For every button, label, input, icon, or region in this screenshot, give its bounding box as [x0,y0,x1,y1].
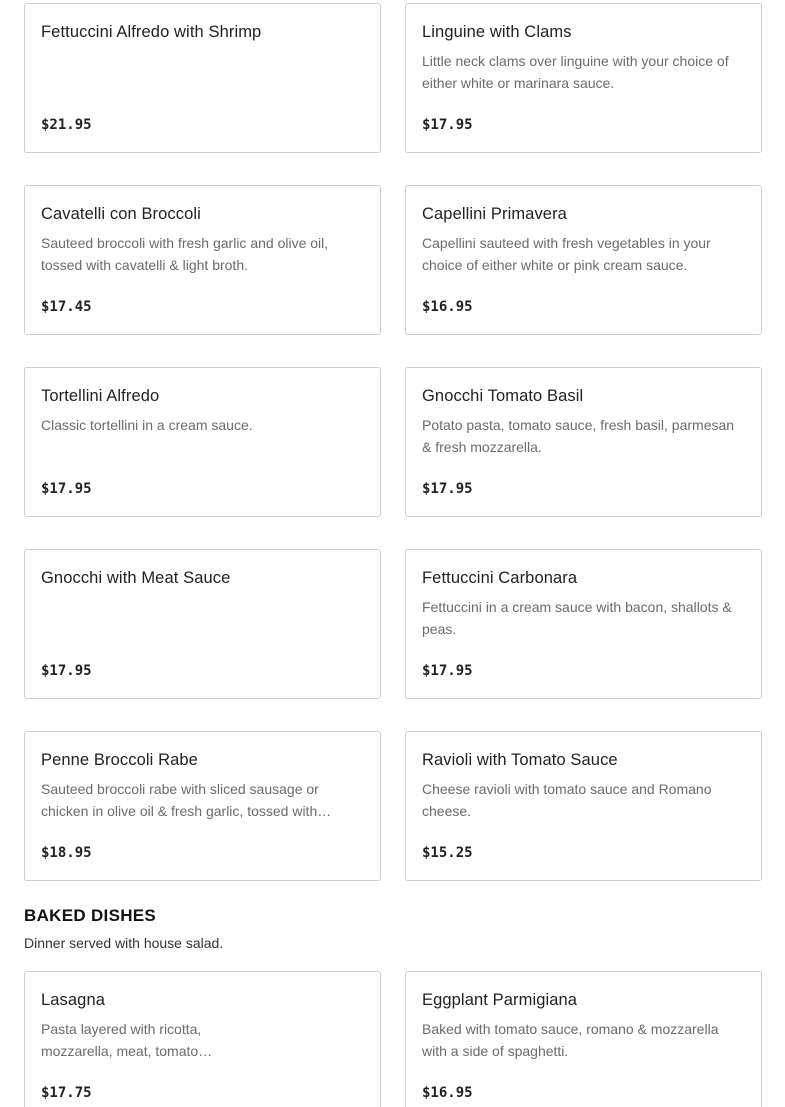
menu-item-price: $17.95 [41,663,92,679]
menu-item-card[interactable] [405,971,762,1107]
menu-item-price: $16.95 [422,299,473,315]
menu-item-price: $17.95 [422,663,473,679]
menu-item-card[interactable] [24,185,381,335]
menu-item-card[interactable] [24,367,381,517]
menu-item-card[interactable] [405,549,762,699]
menu-item-price: $18.95 [41,845,92,861]
menu-item-name: Capellini Primavera [422,205,567,223]
menu-item-name: Tortellini Alfredo [41,387,160,405]
baked-menu-grid [24,971,761,1107]
menu-item-name: Gnocchi Tomato Basil [422,387,584,405]
menu-item-description: Baked with tomato sauce, romano & mozzarella with a side of spaghetti. [422,1021,719,1059]
menu-item-name: Lasagna [41,991,106,1009]
menu-item-price: $17.75 [41,1085,92,1101]
menu-item-card[interactable] [405,367,762,517]
menu-item-description: Fettuccini in a cream sauce with bacon, shallots & peas. [422,599,732,637]
menu-item-name: Eggplant Parmigiana [422,991,578,1009]
menu-item-name: Gnocchi with Meat Sauce [41,569,231,587]
menu-item-price: $17.95 [422,481,473,497]
section-subtitle: Dinner served with house salad. [24,935,224,951]
menu-item-card[interactable] [405,3,762,153]
menu-item-card[interactable] [405,185,762,335]
menu-item-card[interactable] [24,731,381,881]
menu-item-description: Sauteed broccoli with fresh garlic and olive oil, tossed with cavatelli & light broth. [41,235,329,273]
menu-item-card[interactable] [24,971,381,1107]
menu-item-description: Pasta layered with ricotta, mozzarella, meat, tomato… [41,1021,213,1059]
menu-item-name: Fettuccini Alfredo with Shrimp [41,23,262,41]
menu-item-price: $15.25 [422,845,473,861]
menu-item-name: Ravioli with Tomato Sauce [422,751,618,769]
section-title-baked-dishes: BAKED DISHES [24,906,157,925]
menu-item-card[interactable] [24,3,381,153]
menu-item-price: $21.95 [41,117,92,133]
menu-item-name: Penne Broccoli Rabe [41,751,198,769]
menu-item-card[interactable] [405,731,762,881]
menu-item-name: Linguine with Clams [422,23,572,41]
menu-item-description: Sauteed broccoli rabe with sliced sausage or chicken in olive oil & fresh garlic, tossed with… [41,781,332,819]
menu-item-price: $17.45 [41,299,92,315]
menu-item-price: $17.95 [41,481,92,497]
menu-item-price: $17.95 [422,117,473,133]
menu-item-description: Little neck clams over linguine with your choice of either white or marinara sauce. [422,53,729,91]
menu-item-name: Fettuccini Carbonara [422,569,578,587]
menu-item-description: Potato pasta, tomato sauce, fresh basil, parmesan & fresh mozzarella. [422,417,735,455]
menu-item-name: Cavatelli con Broccoli [41,205,201,223]
menu-item-description: Cheese ravioli with tomato sauce and Romano cheese. [422,781,712,819]
menu-item-price: $16.95 [422,1085,473,1101]
menu-item-description: Capellini sauteed with fresh vegetables in your choice of either white or pink cream sauce. [422,235,711,273]
pasta-menu-grid [24,3,761,881]
menu-item-card[interactable] [24,549,381,699]
menu-item-description: Classic tortellini in a cream sauce. [41,417,253,433]
